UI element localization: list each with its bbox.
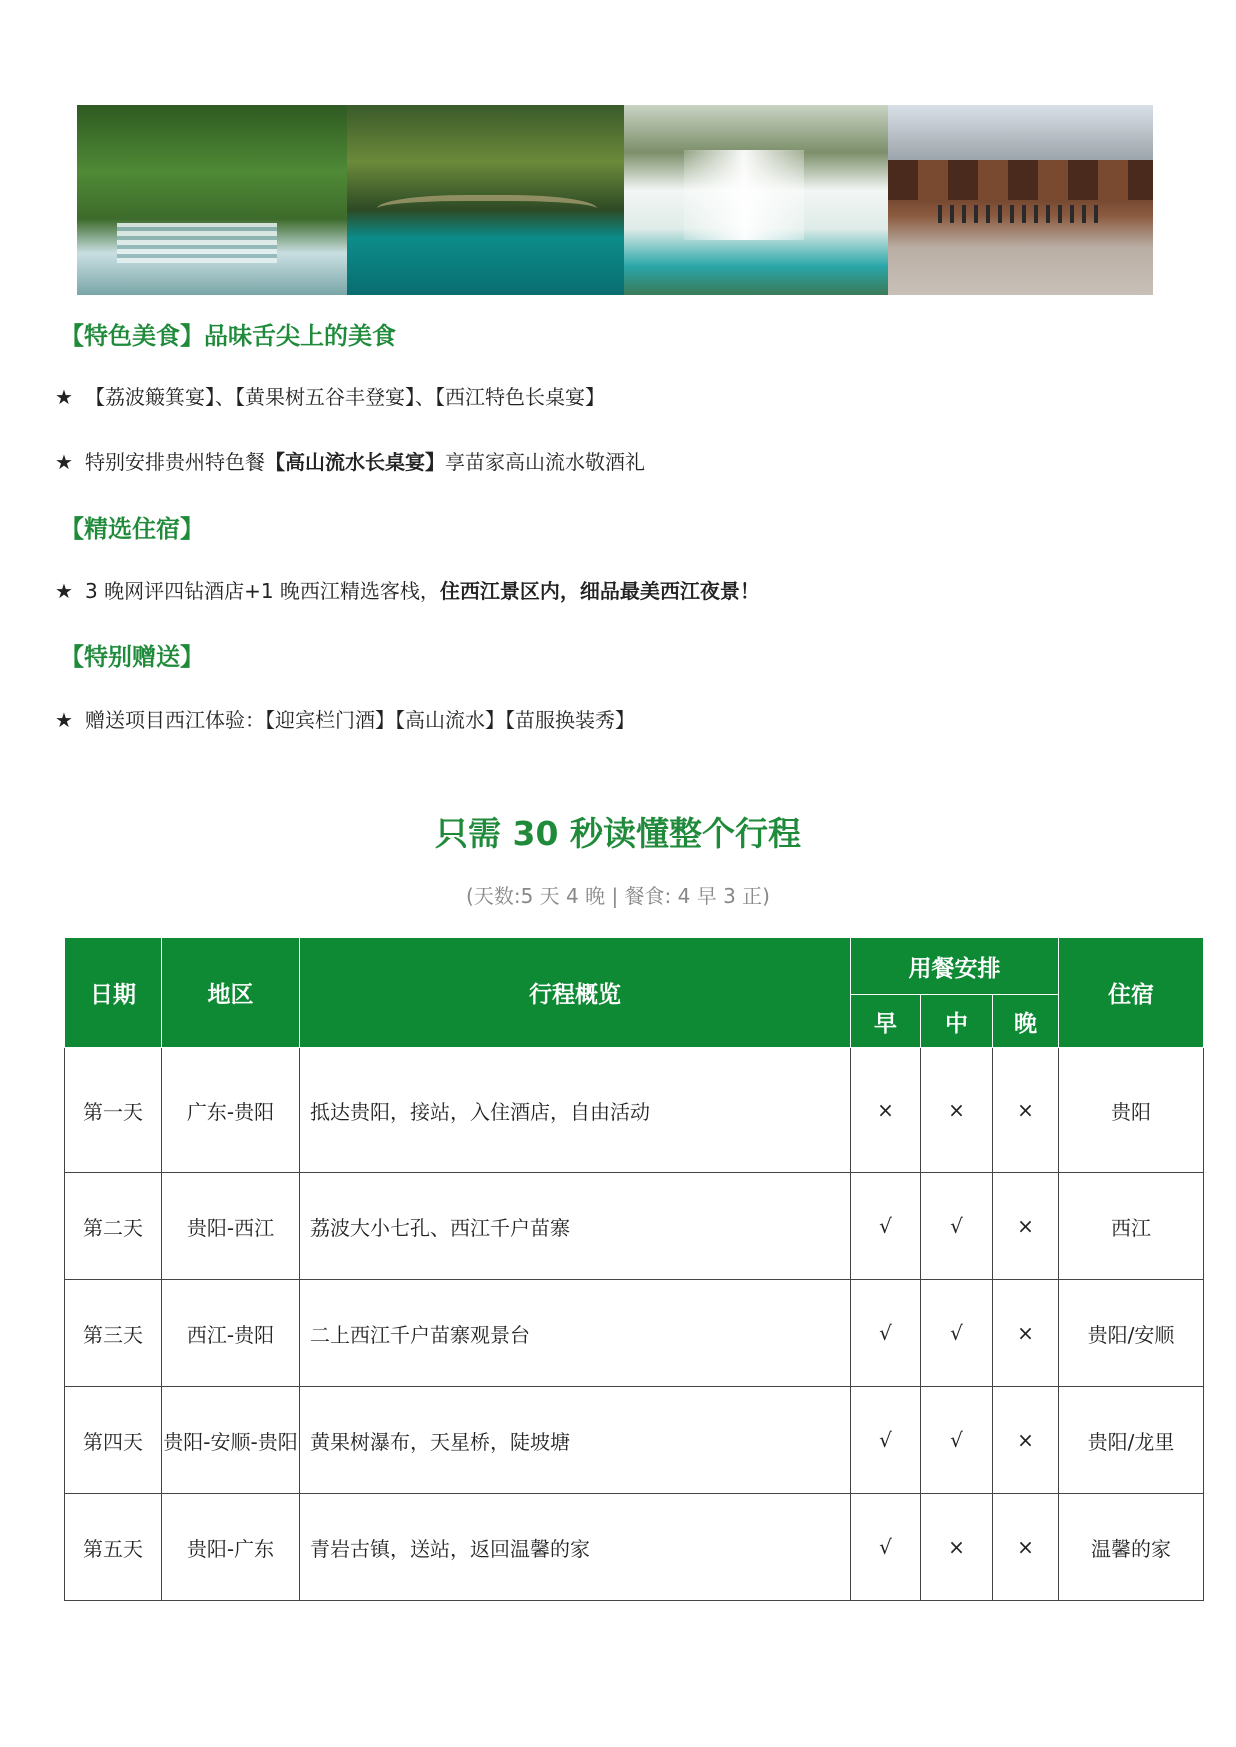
cell-stay: 温馨的家 xyxy=(1059,1494,1204,1601)
cell-dinner: × xyxy=(993,1387,1059,1494)
hotel-bullet-1: ★ 3 晚网评四钻酒店+1 晚西江精选客栈，住西江景区内，细品最美西江夜景！ xyxy=(55,579,760,603)
table-row xyxy=(65,1387,1204,1494)
cell-region: 广东-贵阳 xyxy=(162,1048,300,1173)
food-section-title: 【特色美食】品味舌尖上的美食 xyxy=(60,322,396,350)
cell-lunch: √ xyxy=(921,1173,993,1280)
header-date: 日期 xyxy=(65,938,162,1048)
table-row xyxy=(65,1280,1204,1387)
cell-dinner: × xyxy=(993,1494,1059,1601)
cell-region: 贵阳-广东 xyxy=(162,1494,300,1601)
gift-section-title: 【特别赠送】 xyxy=(60,643,204,671)
cell-region: 贵阳-安顺-贵阳 xyxy=(162,1387,300,1494)
header-lunch: 中 xyxy=(921,995,993,1048)
food-bullet-1: ★ 【荔波簸箕宴】、【黄果树五谷丰登宴】、【西江特色长桌宴】 xyxy=(55,385,605,409)
itinerary-table xyxy=(64,937,1204,1601)
cell-stay: 贵阳 xyxy=(1059,1048,1204,1173)
header-overview: 行程概览 xyxy=(300,938,851,1048)
cell-date: 第四天 xyxy=(65,1387,162,1494)
gift-bullet-1: ★ 赠送项目西江体验：【迎宾栏门酒】【高山流水】【苗服换装秀】 xyxy=(55,708,635,732)
cell-overview: 抵达贵阳，接站，入住酒店，自由活动 xyxy=(300,1048,851,1173)
cell-date: 第二天 xyxy=(65,1173,162,1280)
star-icon: ★ xyxy=(55,385,73,409)
photo-strip xyxy=(77,105,1153,295)
table-row xyxy=(65,1173,1204,1280)
cell-lunch: √ xyxy=(921,1280,993,1387)
star-icon: ★ xyxy=(55,450,73,474)
cell-breakfast: √ xyxy=(851,1280,921,1387)
cell-overview: 荔波大小七孔、西江千户苗寨 xyxy=(300,1173,851,1280)
cell-region: 西江-贵阳 xyxy=(162,1280,300,1387)
star-icon: ★ xyxy=(55,708,73,732)
cell-region: 贵阳-西江 xyxy=(162,1173,300,1280)
header-meals: 用餐安排 xyxy=(851,938,1059,995)
hotel-section-title: 【精选住宿】 xyxy=(60,515,204,543)
miao-village-photo xyxy=(888,105,1153,295)
cell-breakfast: × xyxy=(851,1048,921,1173)
cell-overview: 黄果树瀑布，天星桥，陡坡塘 xyxy=(300,1387,851,1494)
cell-overview: 二上西江千户苗寨观景台 xyxy=(300,1280,851,1387)
header-dinner: 晚 xyxy=(993,995,1059,1048)
star-icon: ★ xyxy=(55,579,73,603)
cell-stay: 贵阳/龙里 xyxy=(1059,1387,1204,1494)
table-row xyxy=(65,1048,1204,1173)
cell-breakfast: √ xyxy=(851,1387,921,1494)
cell-lunch: × xyxy=(921,1048,993,1173)
cell-breakfast: √ xyxy=(851,1494,921,1601)
header-breakfast: 早 xyxy=(851,995,921,1048)
cell-stay: 西江 xyxy=(1059,1173,1204,1280)
cell-date: 第一天 xyxy=(65,1048,162,1173)
stone-bridge-lake-photo xyxy=(347,105,624,295)
cell-stay: 贵阳/安顺 xyxy=(1059,1280,1204,1387)
itinerary-subtitle: (天数:5 天 4 晚 | 餐食: 4 早 3 正) xyxy=(466,884,770,908)
cell-dinner: × xyxy=(993,1280,1059,1387)
cell-overview: 青岩古镇，送站，返回温馨的家 xyxy=(300,1494,851,1601)
cell-date: 第三天 xyxy=(65,1280,162,1387)
table-row xyxy=(65,1494,1204,1601)
itinerary-title: 只需 30 秒读懂整个行程 xyxy=(435,814,801,853)
huangguoshu-waterfall-photo xyxy=(624,105,888,295)
cell-date: 第五天 xyxy=(65,1494,162,1601)
header-stay: 住宿 xyxy=(1059,938,1204,1048)
cell-lunch: × xyxy=(921,1494,993,1601)
waterfall-cascade-photo xyxy=(77,105,347,295)
food-bullet-2: ★ 特别安排贵州特色餐【高山流水长桌宴】享苗家高山流水敬酒礼 xyxy=(55,450,645,474)
cell-lunch: √ xyxy=(921,1387,993,1494)
cell-dinner: × xyxy=(993,1048,1059,1173)
header-region: 地区 xyxy=(162,938,300,1048)
cell-breakfast: √ xyxy=(851,1173,921,1280)
cell-dinner: × xyxy=(993,1173,1059,1280)
